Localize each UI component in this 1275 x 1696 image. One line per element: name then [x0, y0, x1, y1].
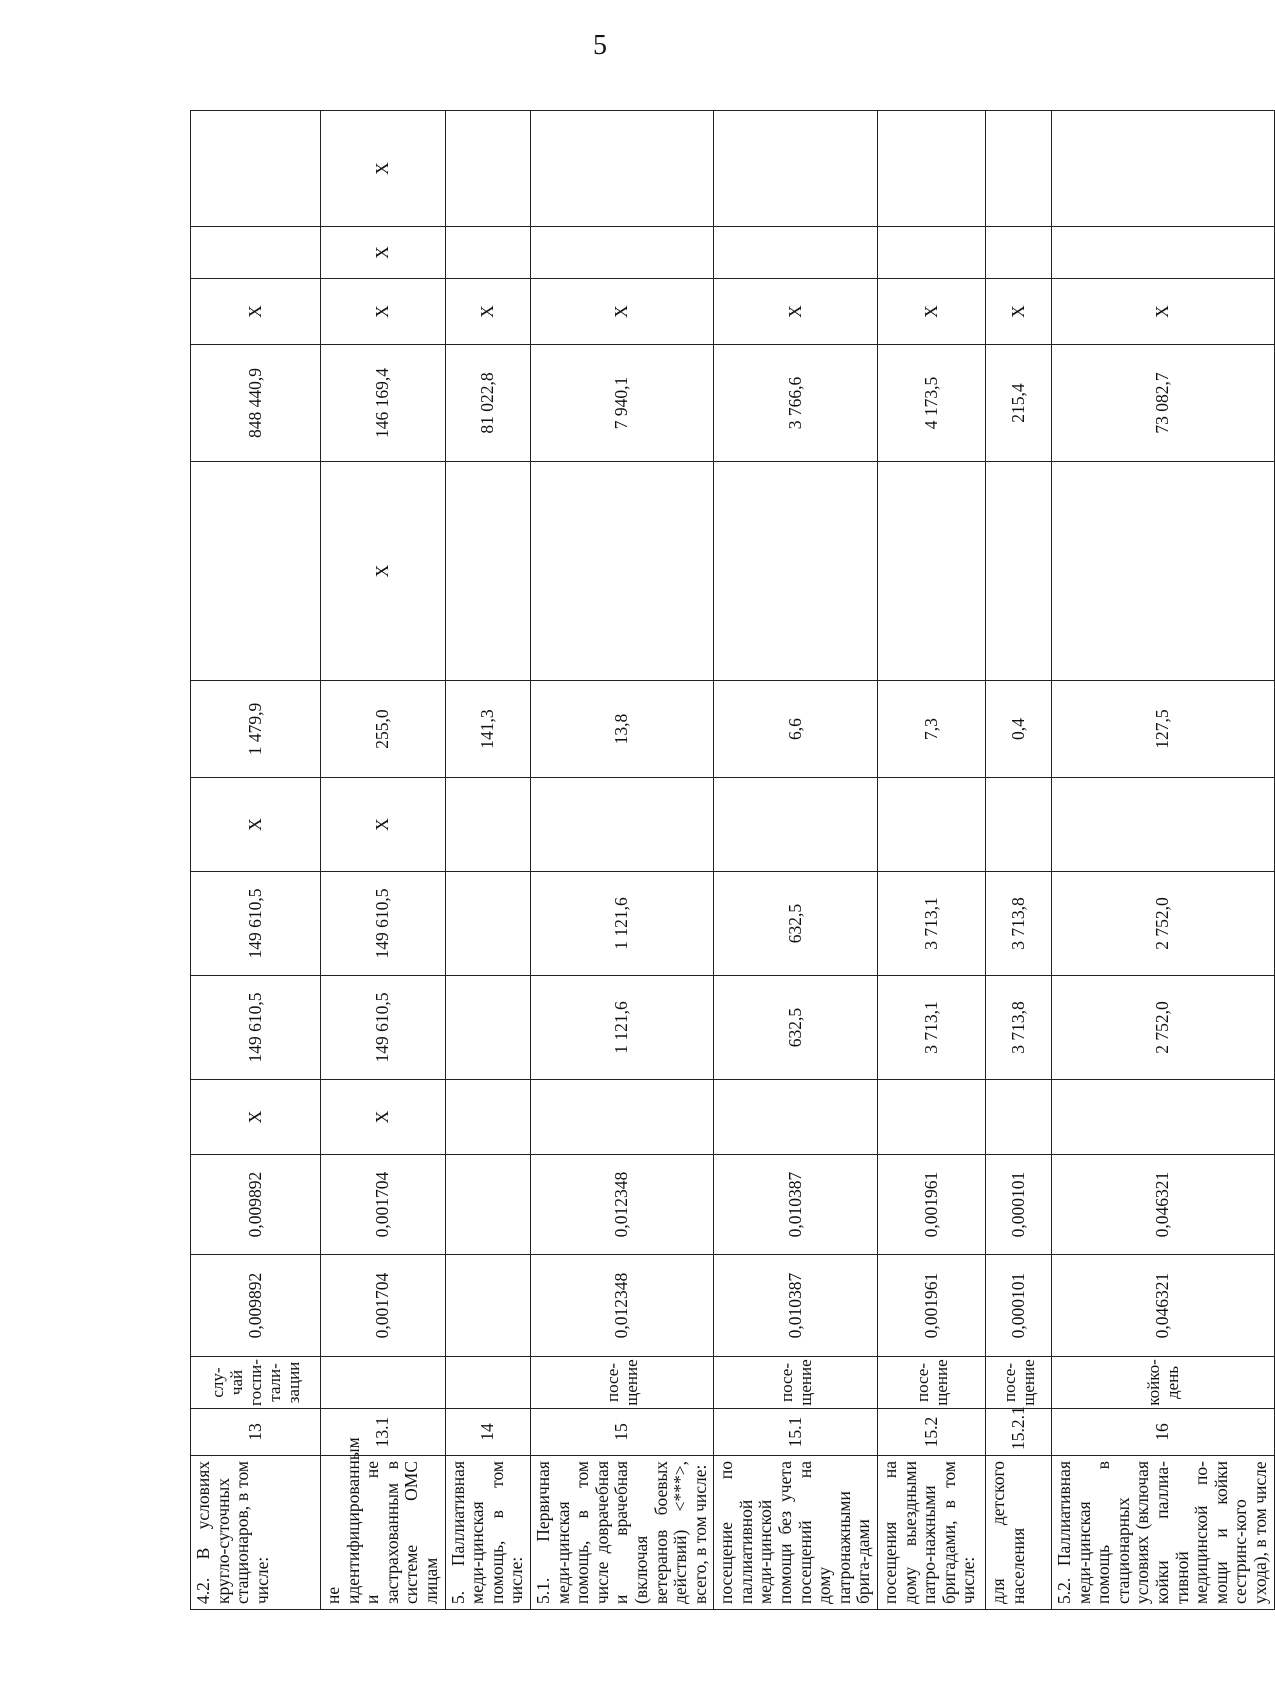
- table-row: [445, 111, 530, 1610]
- value-cell: [530, 778, 713, 872]
- table-row: [986, 111, 1052, 1610]
- value-cell: 0,001961: [878, 1255, 986, 1357]
- row-code: 15.1: [714, 1409, 878, 1456]
- value-cell: Х: [191, 279, 321, 345]
- value-cell: 0,4: [986, 681, 1052, 778]
- value-cell: 3 766,6: [714, 345, 878, 462]
- palliative-care-table: [190, 110, 1275, 1610]
- value-cell: 0,009892: [191, 1155, 321, 1255]
- value-cell: [714, 778, 878, 872]
- row-code: 13: [191, 1409, 321, 1456]
- value-cell: Х: [321, 111, 446, 227]
- value-cell: Х: [445, 279, 530, 345]
- value-cell: [986, 111, 1052, 227]
- row-unit: посе-щение: [878, 1357, 986, 1409]
- value-cell: Х: [321, 462, 446, 681]
- value-cell: 3 713,1: [878, 872, 986, 976]
- value-cell: 0,000101: [986, 1255, 1052, 1357]
- value-cell: Х: [878, 279, 986, 345]
- row-unit: койко-день: [1052, 1357, 1275, 1409]
- value-cell: [530, 1080, 713, 1155]
- value-cell: [445, 778, 530, 872]
- value-cell: 0,000101: [986, 1155, 1052, 1255]
- value-cell: [445, 1155, 530, 1255]
- row-code: 15.2.1: [986, 1409, 1052, 1456]
- value-cell: [878, 1080, 986, 1155]
- value-cell: [714, 462, 878, 681]
- value-cell: [445, 462, 530, 681]
- value-cell: 7 940,1: [530, 345, 713, 462]
- value-cell: [445, 111, 530, 227]
- value-cell: 0,010387: [714, 1155, 878, 1255]
- page-number: 5: [593, 30, 607, 61]
- value-cell: [986, 778, 1052, 872]
- table-row: [878, 111, 986, 1610]
- row-unit: посе-щение: [714, 1357, 878, 1409]
- value-cell: [445, 227, 530, 279]
- value-cell: Х: [530, 279, 713, 345]
- value-cell: 3 713,8: [986, 976, 1052, 1080]
- value-cell: [1052, 1080, 1275, 1155]
- value-cell: Х: [321, 279, 446, 345]
- value-cell: 149 610,5: [321, 976, 446, 1080]
- row-code: 16: [1052, 1409, 1275, 1456]
- value-cell: 141,3: [445, 681, 530, 778]
- value-cell: [878, 462, 986, 681]
- value-cell: 255,0: [321, 681, 446, 778]
- value-cell: Х: [714, 279, 878, 345]
- row-unit: [321, 1357, 446, 1409]
- value-cell: 149 610,5: [191, 872, 321, 976]
- value-cell: 3 713,1: [878, 976, 986, 1080]
- value-cell: 0,001961: [878, 1155, 986, 1255]
- row-code: 15.2: [878, 1409, 986, 1456]
- value-cell: [445, 976, 530, 1080]
- value-cell: 7,3: [878, 681, 986, 778]
- value-cell: 2 752,0: [1052, 872, 1275, 976]
- value-cell: [1052, 227, 1275, 279]
- row-unit: посе-щение: [986, 1357, 1052, 1409]
- value-cell: [878, 778, 986, 872]
- value-cell: [191, 462, 321, 681]
- value-cell: 13,8: [530, 681, 713, 778]
- value-cell: [986, 227, 1052, 279]
- value-cell: Х: [191, 778, 321, 872]
- table-row: [1052, 111, 1275, 1610]
- value-cell: 0,046321: [1052, 1255, 1275, 1357]
- value-cell: 73 082,7: [1052, 345, 1275, 462]
- value-cell: [986, 462, 1052, 681]
- value-cell: 632,5: [714, 976, 878, 1080]
- value-cell: 0,012348: [530, 1155, 713, 1255]
- value-cell: 0,001704: [321, 1255, 446, 1357]
- value-cell: [530, 462, 713, 681]
- value-cell: [714, 1080, 878, 1155]
- value-cell: 632,5: [714, 872, 878, 976]
- value-cell: 2 752,0: [1052, 976, 1275, 1080]
- value-cell: Х: [986, 279, 1052, 345]
- value-cell: 0,010387: [714, 1255, 878, 1357]
- value-cell: [1052, 111, 1275, 227]
- row-label: не идентифицированным и не застрахованным в системе ОМС лицам: [321, 1456, 446, 1610]
- row-unit: посе-щение: [530, 1357, 713, 1409]
- rotated-table-container: [190, 110, 1270, 1610]
- value-cell: [191, 227, 321, 279]
- value-cell: [530, 111, 713, 227]
- value-cell: [1052, 462, 1275, 681]
- value-cell: Х: [1052, 279, 1275, 345]
- value-cell: [878, 227, 986, 279]
- row-code: 14: [445, 1409, 530, 1456]
- value-cell: 6,6: [714, 681, 878, 778]
- value-cell: 0,009892: [191, 1255, 321, 1357]
- value-cell: 215,4: [986, 345, 1052, 462]
- value-cell: [1052, 778, 1275, 872]
- value-cell: [714, 227, 878, 279]
- value-cell: 81 022,8: [445, 345, 530, 462]
- value-cell: [191, 111, 321, 227]
- value-cell: Х: [191, 1080, 321, 1155]
- table-row: [321, 111, 446, 1610]
- row-code: 13.1: [321, 1409, 446, 1456]
- value-cell: [714, 111, 878, 227]
- value-cell: Х: [321, 778, 446, 872]
- value-cell: [878, 111, 986, 227]
- value-cell: [445, 872, 530, 976]
- row-label: 4.2. В условиях кругло-суточных стационаров, в том числе:: [191, 1456, 321, 1610]
- row-label: для детского населения: [986, 1456, 1052, 1610]
- row-code: 15: [530, 1409, 713, 1456]
- value-cell: 0,001704: [321, 1155, 446, 1255]
- row-label: посещение по паллиативной меди-цинской помощи без учета посещений на дому патронажными брига-дами: [714, 1456, 878, 1610]
- table-row: [714, 111, 878, 1610]
- row-unit: [445, 1357, 530, 1409]
- row-label: 5. Паллиативная меди-цинская помощь, в том числе:: [445, 1456, 530, 1610]
- value-cell: 1 479,9: [191, 681, 321, 778]
- row-label: 5.2. Паллиативная меди-цинская помощь в стационарных условиях (включая койки паллиа-тивной медицинской по-мощи и койки сестринс-кого ухода), в том числе: [1052, 1456, 1275, 1610]
- value-cell: 3 713,8: [986, 872, 1052, 976]
- table-row: [530, 111, 713, 1610]
- value-cell: 127,5: [1052, 681, 1275, 778]
- row-unit: слу-чай госпи-тали-зации: [191, 1357, 321, 1409]
- value-cell: 0,012348: [530, 1255, 713, 1357]
- value-cell: [986, 1080, 1052, 1155]
- value-cell: [445, 1255, 530, 1357]
- value-cell: Х: [321, 1080, 446, 1155]
- value-cell: 4 173,5: [878, 345, 986, 462]
- value-cell: 0,046321: [1052, 1155, 1275, 1255]
- table-row: [191, 111, 321, 1610]
- row-label: 5.1. Первичная меди-цинская помощь, в том числе доврачебная и врачебная (включая ветеранов боевых действий) <***>, всего, в том числе:: [530, 1456, 713, 1610]
- value-cell: 1 121,6: [530, 872, 713, 976]
- value-cell: [530, 227, 713, 279]
- value-cell: [445, 1080, 530, 1155]
- value-cell: 146 169,4: [321, 345, 446, 462]
- value-cell: Х: [321, 227, 446, 279]
- value-cell: 1 121,6: [530, 976, 713, 1080]
- value-cell: 848 440,9: [191, 345, 321, 462]
- row-label: посещения на дому выездными патро-нажными бригадами, в том числе:: [878, 1456, 986, 1610]
- value-cell: 149 610,5: [321, 872, 446, 976]
- value-cell: 149 610,5: [191, 976, 321, 1080]
